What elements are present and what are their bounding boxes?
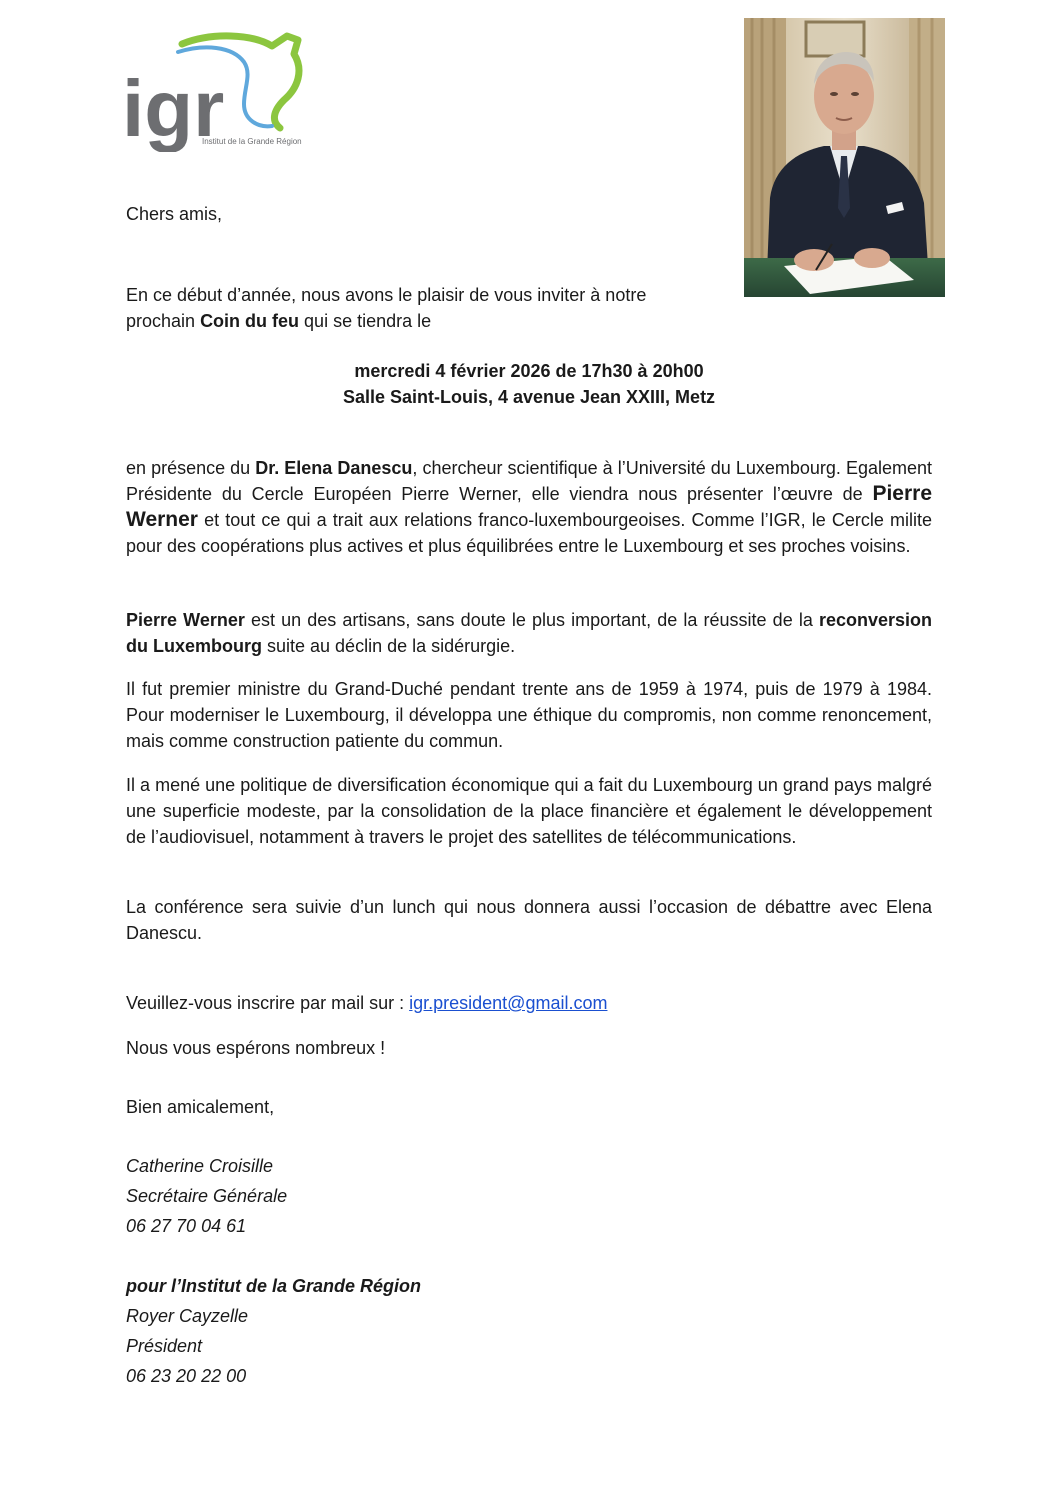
para2-d: suite au déclin de la sidérurgie.	[262, 636, 516, 656]
greeting: Chers amis,	[126, 204, 223, 224]
intro-line-1: En ce début d’année, nous avons le plaisir de vous inviter à notre	[126, 285, 647, 305]
signature-secretary	[126, 1151, 932, 1241]
secretary-role: Secrétaire Générale	[126, 1186, 288, 1206]
secretary-name: Catherine Croisille	[126, 1156, 274, 1176]
para1-c: , chercheur scientifique à l’Université du Luxembourg. Egalement Présidente du Cercle Européen Pierre Werner, elle viendra nous présenter l’œuvre de	[126, 458, 933, 504]
para2-reconversion: reconversion du Luxembourg	[126, 610, 932, 656]
para1-a: en présence du	[126, 458, 256, 478]
institute-name: pour l’Institut de la Grande Région	[126, 1276, 422, 1296]
intro-text-a: prochain	[126, 311, 201, 331]
event-block	[126, 358, 932, 410]
register-line	[126, 990, 932, 1016]
paragraph-werner	[126, 607, 932, 659]
coin-du-feu: Coin du feu	[200, 311, 300, 331]
hope-line: Nous vous espérons nombreux !	[126, 1038, 386, 1058]
intro-paragraph	[126, 282, 932, 334]
event-place: Salle Saint-Louis, 4 avenue Jean XXIII, Metz	[342, 387, 716, 407]
president-phone: 06 23 20 22 00	[126, 1366, 247, 1386]
paragraph-presence	[126, 455, 932, 559]
paragraph-premier-ministre: Il fut premier ministre du Grand-Duché pendant trente ans de 1959 à 1974, puis de 1979 à 1984. Pour moderniser le Luxembourg, il développa une éthique du compromis, non comme renoncement, mais comme construction patiente du commun.	[126, 679, 932, 751]
speaker-name: Dr. Elena Danescu	[255, 458, 413, 478]
signature-president	[126, 1271, 932, 1391]
paragraph-conference: La conférence sera suivie d’un lunch qui nous donnera aussi l’occasion de débattre avec Elena Danescu.	[126, 897, 932, 943]
para2-b: est un des artisans, sans doute le plus important, de la réussite de la	[244, 610, 819, 630]
president-name: Royer Cayzelle	[126, 1306, 249, 1326]
pierre-werner-highlight: Pierre Werner	[126, 482, 932, 531]
president-role: Président	[126, 1336, 203, 1356]
logo-tagline: Institut de la Grande Région	[202, 137, 302, 146]
intro-line-2	[126, 308, 932, 334]
register-text: Veuillez-vous inscrire par mail sur :	[126, 993, 410, 1013]
intro-text-c: qui se tiendra le	[299, 311, 432, 331]
paragraph-diversification: Il a mené une politique de diversification économique qui a fait du Luxembourg un grand pays malgré une superficie modeste, par la consolidation de la place financière et également le développement de l’audiovisuel, notamment à travers le projet des satellites de télécommunications.	[126, 775, 932, 847]
register-email-link[interactable]: igr.president@gmail.com	[409, 993, 608, 1013]
portrait-photo	[744, 18, 945, 297]
para2-name: Pierre Werner	[126, 610, 245, 630]
para1-e: et tout ce qui a trait aux relations franco-luxembourgeoises. Comme l’IGR, le Cercle milite pour des coopérations plus actives et plus équilibrées entre le Luxembourg et ses proches voisins.	[126, 510, 932, 556]
secretary-phone: 06 27 70 04 61	[126, 1216, 247, 1236]
logo-letters: igr	[122, 64, 225, 152]
igr-logo	[122, 30, 312, 152]
event-date: mercredi 4 février 2026 de 17h30 à 20h00	[354, 361, 704, 381]
closing: Bien amicalement,	[126, 1097, 275, 1117]
